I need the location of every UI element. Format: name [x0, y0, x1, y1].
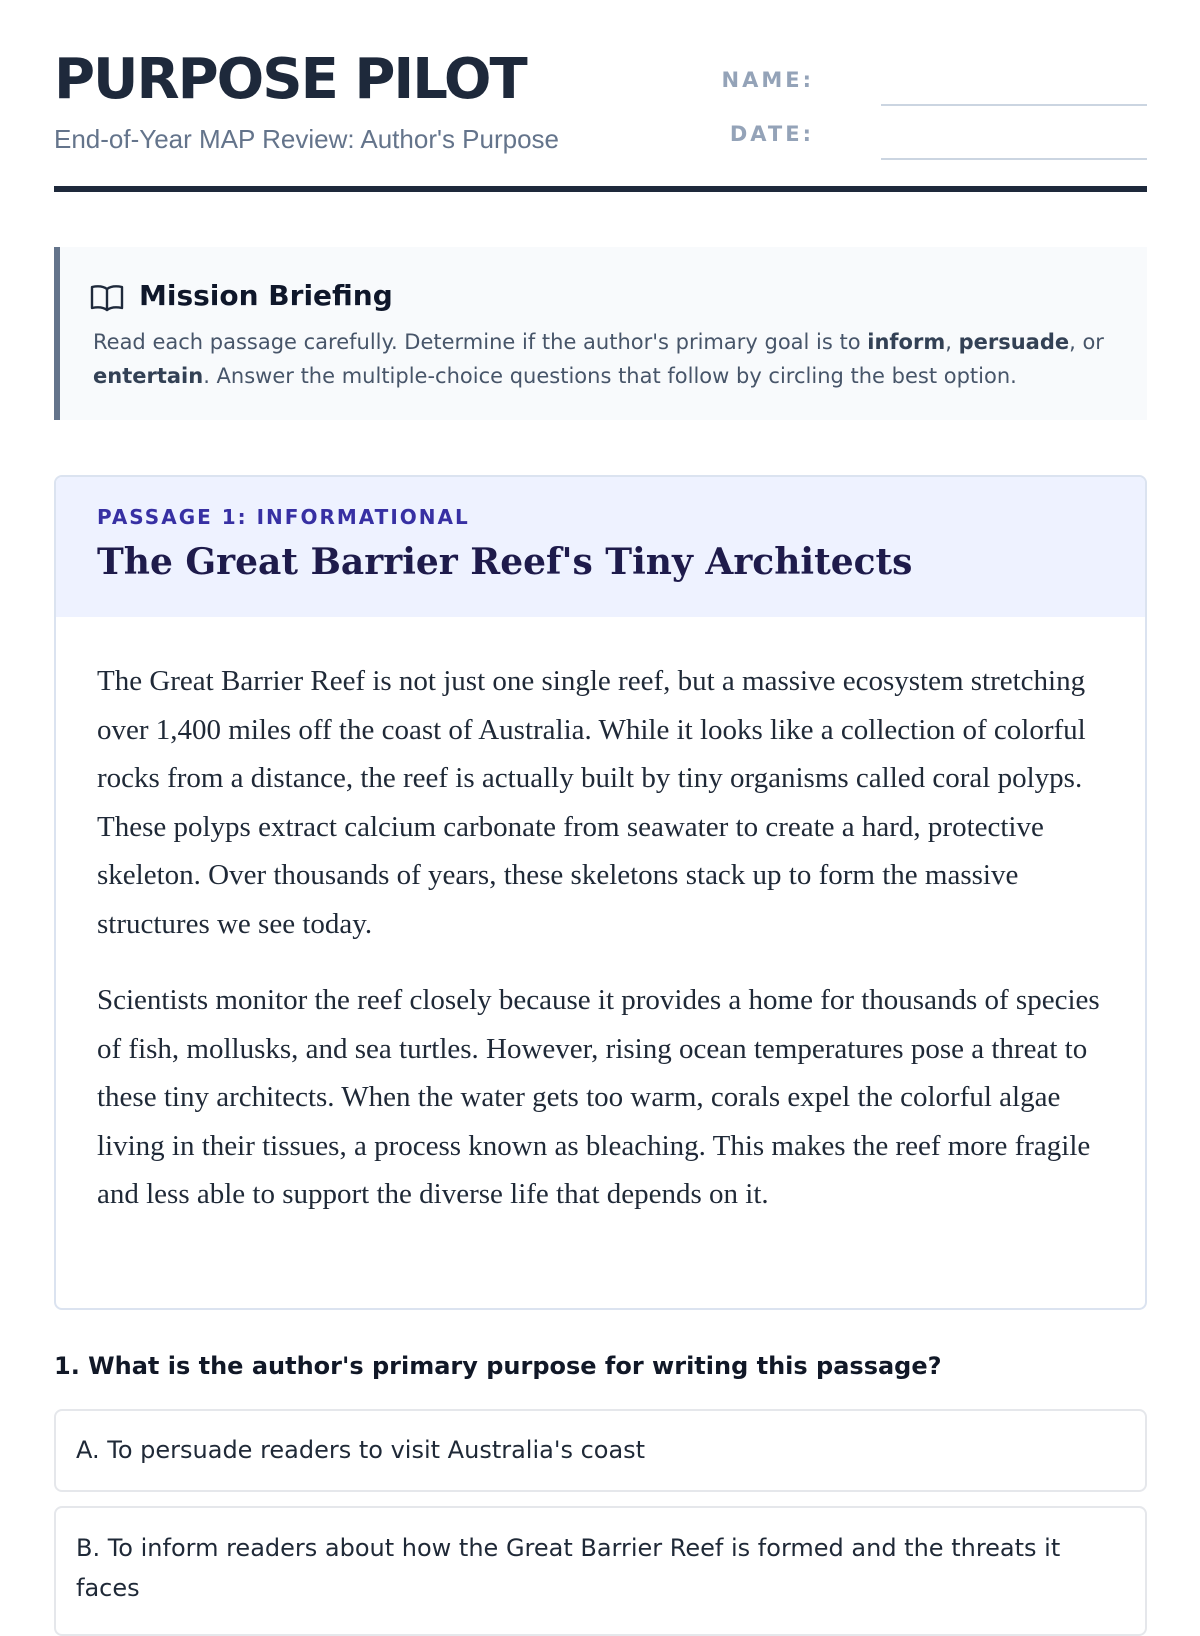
briefing-text-part: . Answer the multiple-choice questions that follow by circling the best option.	[203, 364, 1017, 388]
briefing-text-part: ,	[945, 330, 959, 354]
open-book-icon	[90, 283, 124, 313]
keyword-entertain: entertain	[93, 364, 204, 388]
passage-title: The Great Barrier Reef's Tiny Architects	[97, 541, 913, 583]
answer-option-a[interactable]: A. To persuade readers to visit Australia's coast	[54, 1409, 1147, 1492]
name-label: NAME:	[721, 68, 814, 92]
passage-card	[54, 475, 1147, 1310]
header-divider	[54, 186, 1147, 192]
worksheet-header	[54, 0, 1147, 194]
briefing-text-part: Read each passage carefully. Determine if the author's primary goal is to	[93, 330, 868, 354]
question-1-prompt: 1. What is the author's primary purpose for writing this passage?	[54, 1352, 942, 1380]
briefing-title: Mission Briefing	[139, 279, 393, 312]
keyword-persuade: persuade	[958, 330, 1070, 354]
keyword-inform: inform	[867, 330, 946, 354]
name-field[interactable]	[706, 70, 1147, 110]
passage-header	[56, 477, 1145, 617]
passage-body	[97, 657, 1117, 1247]
passage-label: PASSAGE 1: INFORMATIONAL	[97, 505, 470, 529]
mission-briefing	[54, 247, 1147, 420]
date-line[interactable]	[881, 158, 1147, 160]
answer-option-b[interactable]: B. To inform readers about how the Great Barrier Reef is formed and the threats it faces	[54, 1506, 1147, 1636]
passage-paragraph: Scientists monitor the reef closely because it provides a home for thousands of species of fish, mollusks, and sea turtles. However, rising ocean temperatures pose a threat to these tiny architects. When the water gets too warm, corals expel the colorful algae living in their tissues, a process known as bleaching. This makes the reef more fragile and less able to support the diverse life that depends on it.	[97, 984, 1100, 1210]
passage-paragraph: The Great Barrier Reef is not just one single reef, but a massive ecosystem stretching over 1,400 miles off the coast of Australia. While it looks like a collection of colorful rocks from a distance, the reef is actually built by tiny organisms called coral polyps. These polyps extract calcium carbonate from seawater to create a hard, protective skeleton. Over thousands of years, these skeletons stack up to form the massive structures we see today.	[97, 665, 1086, 940]
worksheet-subtitle: End-of-Year MAP Review: Author's Purpose	[54, 124, 560, 154]
worksheet-title: PURPOSE PILOT	[54, 47, 526, 112]
date-label: DATE:	[729, 122, 814, 146]
briefing-instructions	[93, 325, 1118, 393]
name-line[interactable]	[881, 104, 1147, 106]
briefing-text-part: , or	[1069, 330, 1104, 354]
worksheet-page	[54, 0, 1147, 1602]
date-field[interactable]	[706, 124, 1147, 164]
